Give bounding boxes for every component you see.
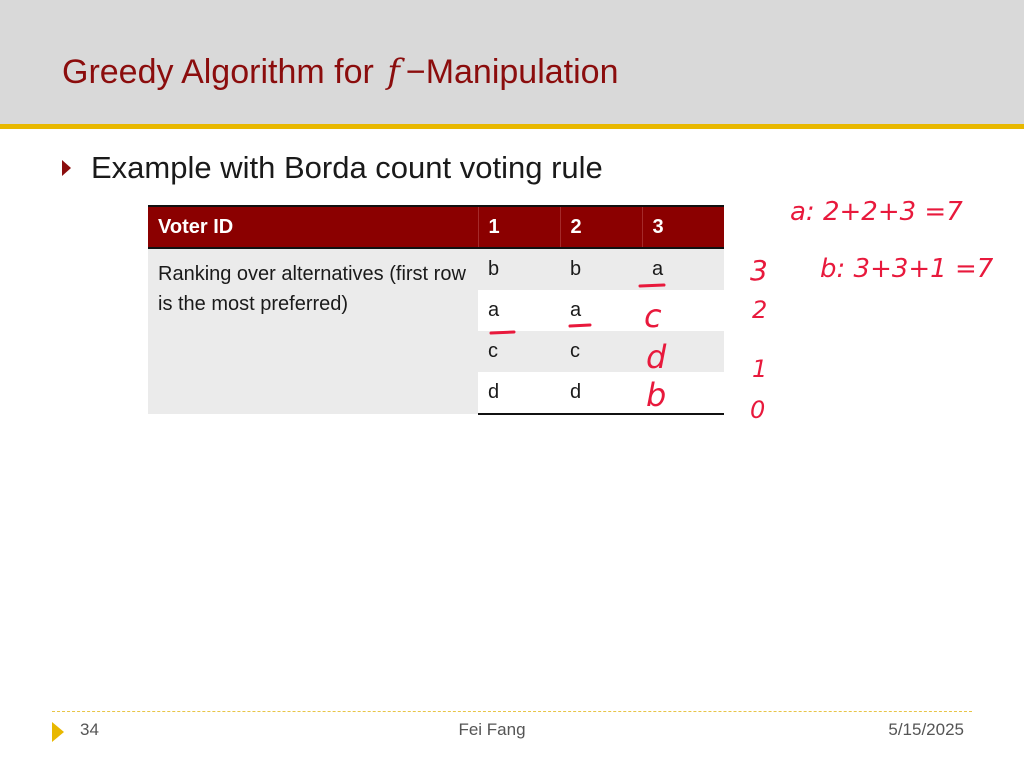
header-accent-rule bbox=[0, 124, 1024, 129]
table-row bbox=[148, 248, 724, 290]
page-number: 34 bbox=[80, 720, 99, 739]
voting-table bbox=[148, 205, 724, 415]
header-voter-2: 2 bbox=[560, 206, 642, 248]
table-cell bbox=[642, 331, 724, 372]
ink-voter3-d: d bbox=[646, 338, 667, 376]
table-cell: c bbox=[478, 331, 560, 372]
table-cell: b bbox=[478, 248, 560, 290]
title-math-symbol: f bbox=[387, 52, 400, 92]
ink-score-3: 3 bbox=[750, 254, 768, 287]
ink-score-2: 2 bbox=[752, 296, 768, 324]
ink-score-0: 0 bbox=[750, 396, 766, 424]
ink-voter3-c: c bbox=[644, 297, 662, 335]
table-cell: b bbox=[560, 248, 642, 290]
title-prefix: Greedy Algorithm for bbox=[62, 53, 384, 91]
header-voter-id: Voter ID bbox=[148, 206, 478, 248]
table-cell: a bbox=[642, 248, 724, 290]
bullet-item bbox=[62, 146, 603, 190]
ink-calc-a: a: 2+2+3 =7 bbox=[790, 197, 963, 227]
table-header-row bbox=[148, 206, 724, 248]
ink-score-1: 1 bbox=[752, 355, 768, 383]
table-cell: a bbox=[478, 290, 560, 331]
table-cell: d bbox=[478, 372, 560, 414]
header-voter-3: 3 bbox=[642, 206, 724, 248]
table-cell bbox=[642, 372, 724, 414]
ink-voter3-b: b bbox=[646, 376, 667, 414]
table-cell bbox=[642, 290, 724, 331]
footer-date: 5/15/2025 bbox=[888, 720, 964, 739]
title-suffix: −Manipulation bbox=[405, 53, 619, 91]
header-voter-1: 1 bbox=[478, 206, 560, 248]
table-cell: a bbox=[560, 290, 642, 331]
footer-divider bbox=[52, 711, 972, 712]
ranking-label: Ranking over alternatives (first row is the most preferred) bbox=[148, 248, 478, 414]
slide-title bbox=[62, 52, 619, 100]
ink-calc-b: b: 3+3+1 =7 bbox=[820, 254, 994, 284]
table-cell: d bbox=[560, 372, 642, 414]
bullet-arrow-icon bbox=[62, 160, 71, 176]
table-cell: c bbox=[560, 331, 642, 372]
footer-author: Fei Fang bbox=[458, 720, 526, 739]
bullet-text: Example with Borda count voting rule bbox=[91, 150, 603, 185]
